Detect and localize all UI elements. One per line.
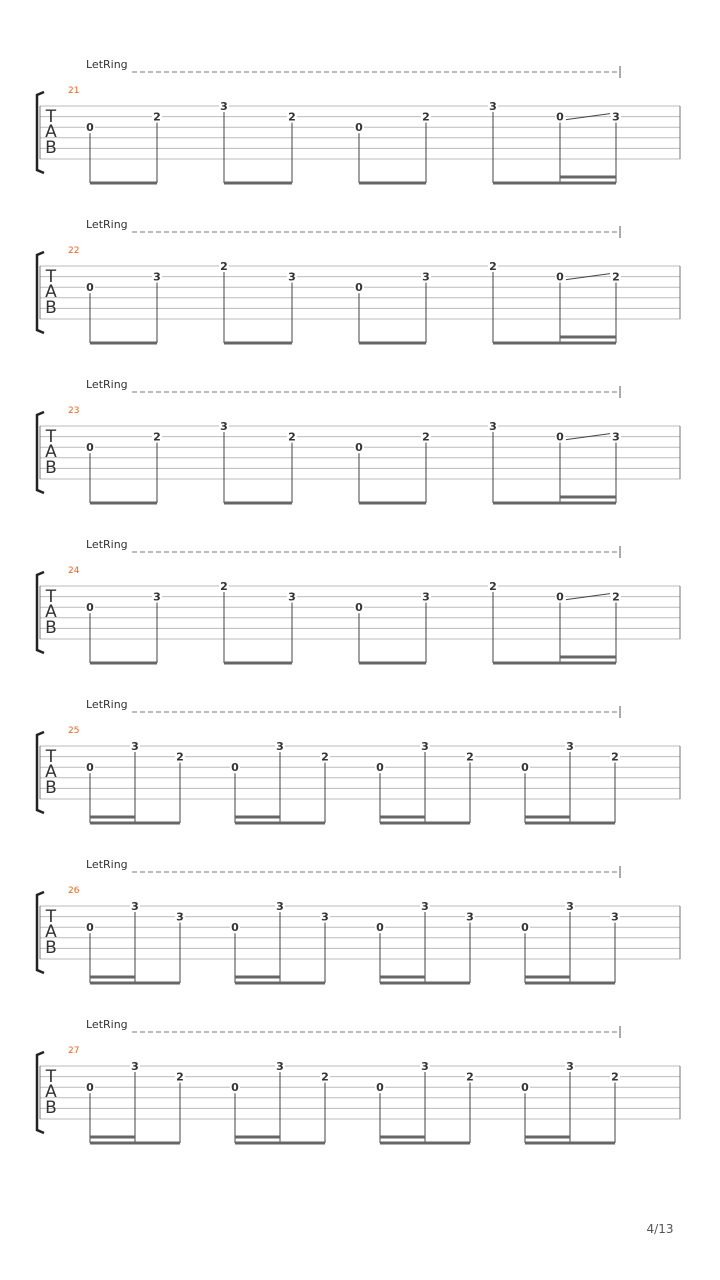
fret-number: 2 xyxy=(422,110,430,124)
fret-number: 0 xyxy=(355,121,363,135)
fret-number: 3 xyxy=(131,740,139,753)
fret-number: 3 xyxy=(131,1060,139,1073)
fret-number: 2 xyxy=(176,750,184,764)
measure-number: 21 xyxy=(68,86,80,96)
let-ring-label: LetRing xyxy=(86,538,128,551)
fret-number: 3 xyxy=(489,420,497,433)
fret-number: 2 xyxy=(153,430,161,444)
fret-number: 2 xyxy=(220,580,228,593)
let-ring-label: LetRing xyxy=(86,378,128,391)
fret-number: 3 xyxy=(421,740,429,753)
fret-number: 3 xyxy=(276,1060,284,1073)
measure-number: 22 xyxy=(68,246,80,256)
let-ring-label: LetRing xyxy=(86,218,128,231)
fret-number: 2 xyxy=(611,1070,619,1084)
fret-number: 3 xyxy=(612,110,620,124)
fret-number: 0 xyxy=(231,921,239,935)
fret-number: 2 xyxy=(220,260,228,273)
fret-number: 3 xyxy=(421,900,429,913)
fret-number: 3 xyxy=(288,590,296,604)
fret-number: 0 xyxy=(355,601,363,615)
tab-clef-letter: B xyxy=(45,138,57,158)
fret-number: 3 xyxy=(421,1060,429,1073)
fret-number: 0 xyxy=(86,281,94,295)
fret-number: 0 xyxy=(86,1081,94,1095)
fret-number: 3 xyxy=(288,270,296,284)
fret-number: 3 xyxy=(153,270,161,284)
fret-number: 2 xyxy=(288,430,296,444)
fret-number: 0 xyxy=(556,590,564,604)
tab-clef-letter: T xyxy=(45,427,57,447)
tab-clef-letter: B xyxy=(45,938,57,958)
fret-number: 2 xyxy=(612,270,620,284)
fret-number: 0 xyxy=(376,761,384,775)
fret-number: 2 xyxy=(611,750,619,764)
fret-number: 0 xyxy=(86,761,94,775)
fret-number: 0 xyxy=(231,761,239,775)
fret-number: 3 xyxy=(276,900,284,913)
fret-number: 3 xyxy=(566,740,574,753)
tab-clef-letter: B xyxy=(45,458,57,478)
fret-number: 2 xyxy=(612,590,620,604)
tab-clef-letter: A xyxy=(45,922,57,942)
fret-number: 3 xyxy=(466,910,474,924)
let-ring-label: LetRing xyxy=(86,1018,128,1031)
fret-number: 3 xyxy=(612,430,620,444)
fret-number: 3 xyxy=(422,590,430,604)
tab-clef-letter: A xyxy=(45,602,57,622)
fret-number: 2 xyxy=(422,430,430,444)
let-ring-label: LetRing xyxy=(86,698,128,711)
fret-number: 0 xyxy=(556,430,564,444)
fret-number: 3 xyxy=(176,910,184,924)
fret-number: 0 xyxy=(86,121,94,135)
fret-number: 0 xyxy=(86,921,94,935)
tab-clef-letter: T xyxy=(45,587,57,607)
fret-number: 2 xyxy=(466,750,474,764)
tab-clef-letter: T xyxy=(45,107,57,127)
tab-clef-letter: B xyxy=(45,298,57,318)
tab-clef-letter: A xyxy=(45,122,57,142)
fret-number: 0 xyxy=(376,1081,384,1095)
fret-number: 3 xyxy=(131,900,139,913)
tab-clef-letter: T xyxy=(45,1067,57,1087)
fret-number: 0 xyxy=(556,110,564,124)
fret-number: 0 xyxy=(355,281,363,295)
fret-number: 3 xyxy=(220,420,228,433)
fret-number: 3 xyxy=(321,910,329,924)
fret-number: 2 xyxy=(321,750,329,764)
fret-number: 3 xyxy=(611,910,619,924)
fret-number: 0 xyxy=(521,1081,529,1095)
fret-number: 2 xyxy=(489,260,497,273)
tab-clef-letter: T xyxy=(45,267,57,287)
fret-number: 2 xyxy=(288,110,296,124)
measure-number: 26 xyxy=(68,886,80,896)
fret-number: 0 xyxy=(556,270,564,284)
let-ring-label: LetRing xyxy=(86,58,128,71)
measure-number: 23 xyxy=(68,406,80,416)
fret-number: 3 xyxy=(566,1060,574,1073)
fret-number: 2 xyxy=(466,1070,474,1084)
let-ring-label: LetRing xyxy=(86,858,128,871)
fret-number: 0 xyxy=(355,441,363,455)
fret-number: 3 xyxy=(153,590,161,604)
fret-number: 3 xyxy=(220,100,228,113)
fret-number: 0 xyxy=(86,441,94,455)
measure-number: 25 xyxy=(68,726,80,736)
fret-number: 2 xyxy=(153,110,161,124)
tab-clef-letter: A xyxy=(45,442,57,462)
tab-clef-letter: B xyxy=(45,1098,57,1118)
page-number: 4/13 xyxy=(646,1222,674,1236)
tab-clef-letter: T xyxy=(45,907,57,927)
tab-clef-letter: B xyxy=(45,778,57,798)
tab-clef-letter: A xyxy=(45,1082,57,1102)
tab-clef-letter: A xyxy=(45,762,57,782)
fret-number: 2 xyxy=(489,580,497,593)
fret-number: 3 xyxy=(276,740,284,753)
fret-number: 0 xyxy=(376,921,384,935)
measure-number: 24 xyxy=(68,566,80,576)
tab-clef-letter: A xyxy=(45,282,57,302)
fret-number: 0 xyxy=(521,921,529,935)
fret-number: 3 xyxy=(489,100,497,113)
fret-number: 3 xyxy=(566,900,574,913)
tab-clef-letter: B xyxy=(45,618,57,638)
fret-number: 2 xyxy=(176,1070,184,1084)
measure-number: 27 xyxy=(68,1046,80,1056)
fret-number: 2 xyxy=(321,1070,329,1084)
fret-number: 3 xyxy=(422,270,430,284)
fret-number: 0 xyxy=(231,1081,239,1095)
fret-number: 0 xyxy=(521,761,529,775)
fret-number: 0 xyxy=(86,601,94,615)
tab-clef-letter: T xyxy=(45,747,57,767)
